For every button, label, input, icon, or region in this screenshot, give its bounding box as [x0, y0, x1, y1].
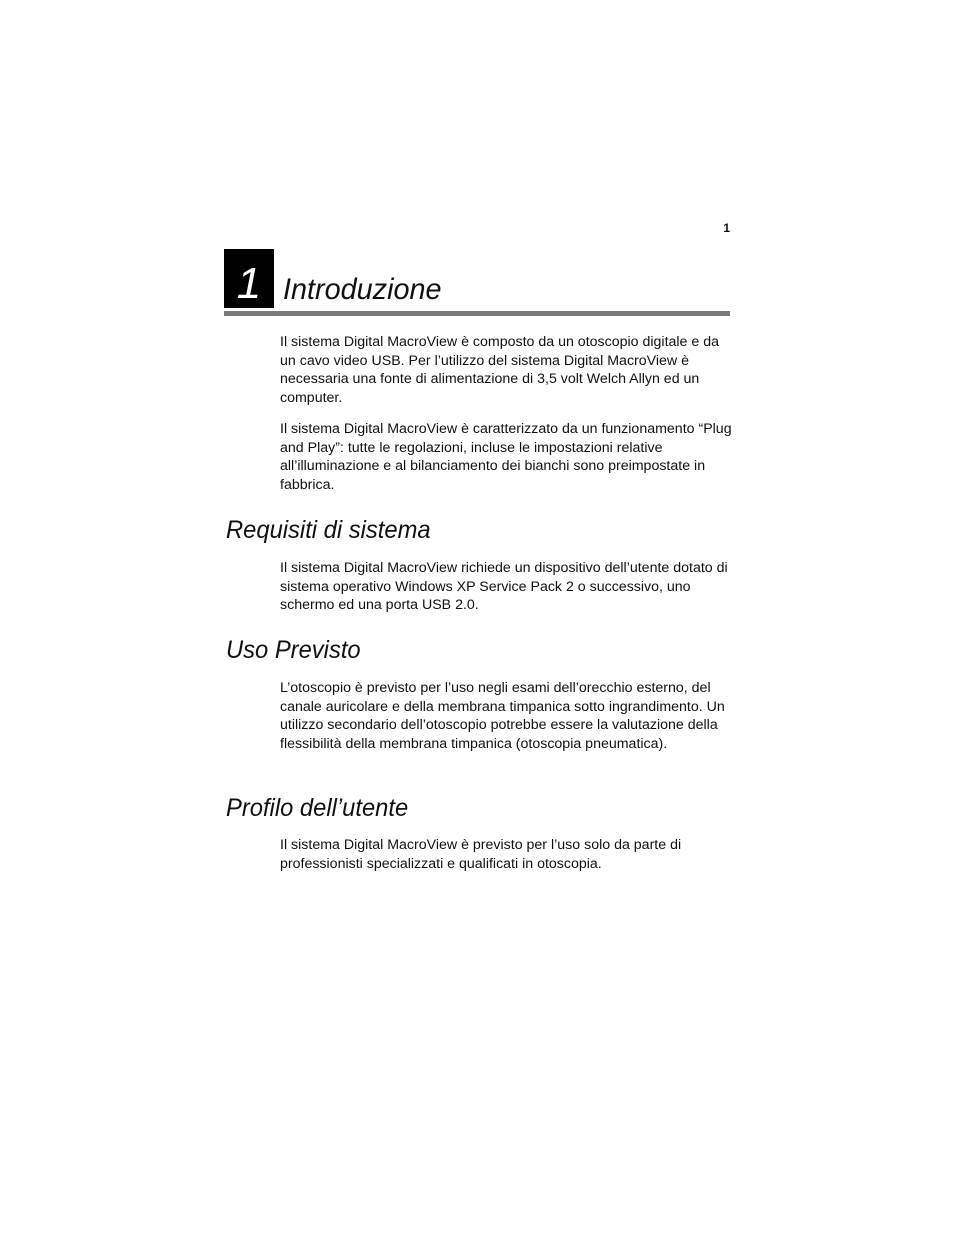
section-body-profilo-utente: Il sistema Digital MacroView è previsto per l’uso solo da parte di professionisti specializzati e qualificati in otoscopia.	[280, 837, 682, 872]
section-body-uso-previsto: L’otoscopio è previsto per l’uso negli esami dell’orecchio esterno, del canale auricolare e della membrana timpanica sotto ingrandimento. Un utilizzo secondario dell’otoscopio potrebbe essere la valutazione della flessibilità della membrana timpanica (otoscopia pneumatica).	[280, 680, 725, 752]
section-heading-requisiti: Requisiti di sistema	[226, 516, 431, 544]
chapter-number-box: 1	[224, 249, 274, 308]
section-heading-uso-previsto: Uso Previsto	[226, 636, 361, 664]
chapter-title: Introduzione	[283, 273, 442, 306]
page-number: 1	[723, 221, 730, 235]
intro-paragraph-2: Il sistema Digital MacroView è caratterizzato da un funzionamento “Plug and Play”: tutte le regolazioni, incluse le impostazioni relative all’illuminazione e al bilanciamento dei bianchi sono preimpostate in fabbrica.	[280, 421, 732, 493]
section-body-requisiti: Il sistema Digital MacroView richiede un dispositivo dell’utente dotato di sistema operativo Windows XP Service Pack 2 o successivo, uno schermo ed una porta USB 2.0.	[280, 560, 728, 614]
intro-paragraph-1: Il sistema Digital MacroView è composto da un otoscopio digitale e da un cavo video USB. Per l’utilizzo del sistema Digital MacroView è necessaria una fonte di alimentazione di 3,5 volt Welch Allyn ed un computer.	[280, 334, 719, 406]
section-heading-profilo-utente: Profilo dell’utente	[226, 794, 409, 822]
chapter-divider	[224, 311, 730, 316]
